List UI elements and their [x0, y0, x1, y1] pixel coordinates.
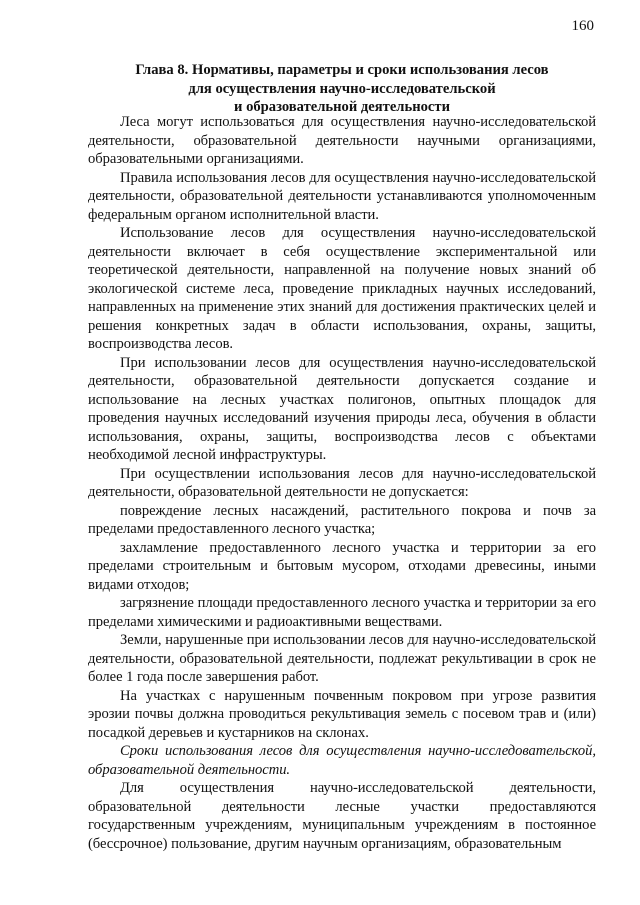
- section-subheading: Сроки использования лесов для осуществления научно-исследовательской, образовательной деятельности.: [88, 743, 596, 778]
- paragraph: Земли, нарушенные при использовании лесов для научно-исследовательской деятельности, образовательной деятельности, подлежат рекультивации в срок не более 1 года после завершения работ.: [88, 632, 596, 685]
- paragraph: На участках с нарушенным почвенным покровом при угрозе развития эрозии почвы должна проводиться рекультивация земель с посевом трав и (или) посадкой деревьев и кустарников на склонах.: [88, 687, 596, 741]
- chapter-title: [88, 61, 596, 117]
- list-item: захламление предоставленного лесного участка и территории за его пределами строительным и бытовым мусором, отходами древесины, иными видами отходов;: [88, 539, 596, 593]
- paragraph: При осуществлении использования лесов для научно-исследовательской деятельности, образовательной деятельности не допускается:: [88, 465, 596, 500]
- paragraph: Леса могут использоваться для осуществления научно-исследовательской деятельности, образовательной деятельности научными организациями, образовательными организациями.: [88, 114, 596, 167]
- paragraph: Правила использования лесов для осуществления научно-исследовательской деятельности, образовательной деятельности устанавливаются уполномоченным федеральным органом исполнительной власти.: [88, 169, 596, 223]
- list-item: загрязнение площади предоставленного лесного участка и территории за его пределами химическими и радиоактивными веществами.: [88, 595, 596, 630]
- paragraph: Использование лесов для осуществления научно-исследовательской деятельности включает в себя осуществление экспериментальной или теоретической деятельности, направленной на получение новых знаний об экологической системе леса, проведение прикладных научных исследований, направленных на применение этих знаний для достижения практических целей и решения конкретных задач в области использования, охраны, защиты, воспроизводства лесов.: [88, 225, 596, 352]
- chapter-title-line-2: для осуществления научно-исследовательской: [188, 80, 496, 97]
- list-item: повреждение лесных насаждений, растительного покрова и почв за пределами предоставленного лесного участка;: [88, 502, 596, 537]
- paragraph: Для осуществления научно-исследовательской деятельности, образовательной деятельности лесные участки предоставляются государственным учреждениям, муниципальным учреждениям в постоянное (бессрочное) пользование, другим научным организациям, образовательным: [88, 780, 596, 852]
- body-text: [88, 113, 596, 853]
- chapter-title-line-3: и образовательной деятельности: [234, 99, 450, 115]
- paragraph: При использовании лесов для осуществления научно-исследовательской деятельности, образовательной деятельности допускается создание и использование на лесных участках полигонов, опытных площадок для проведения научных исследований изучения природы леса, обучения в области использования, охраны, защиты, воспроизводства лесов с объектами необходимой лесной инфраструктуры.: [88, 354, 596, 463]
- page-number: 160: [571, 18, 594, 34]
- chapter-title-line-1: Глава 8. Нормативы, параметры и сроки использования лесов: [135, 62, 549, 78]
